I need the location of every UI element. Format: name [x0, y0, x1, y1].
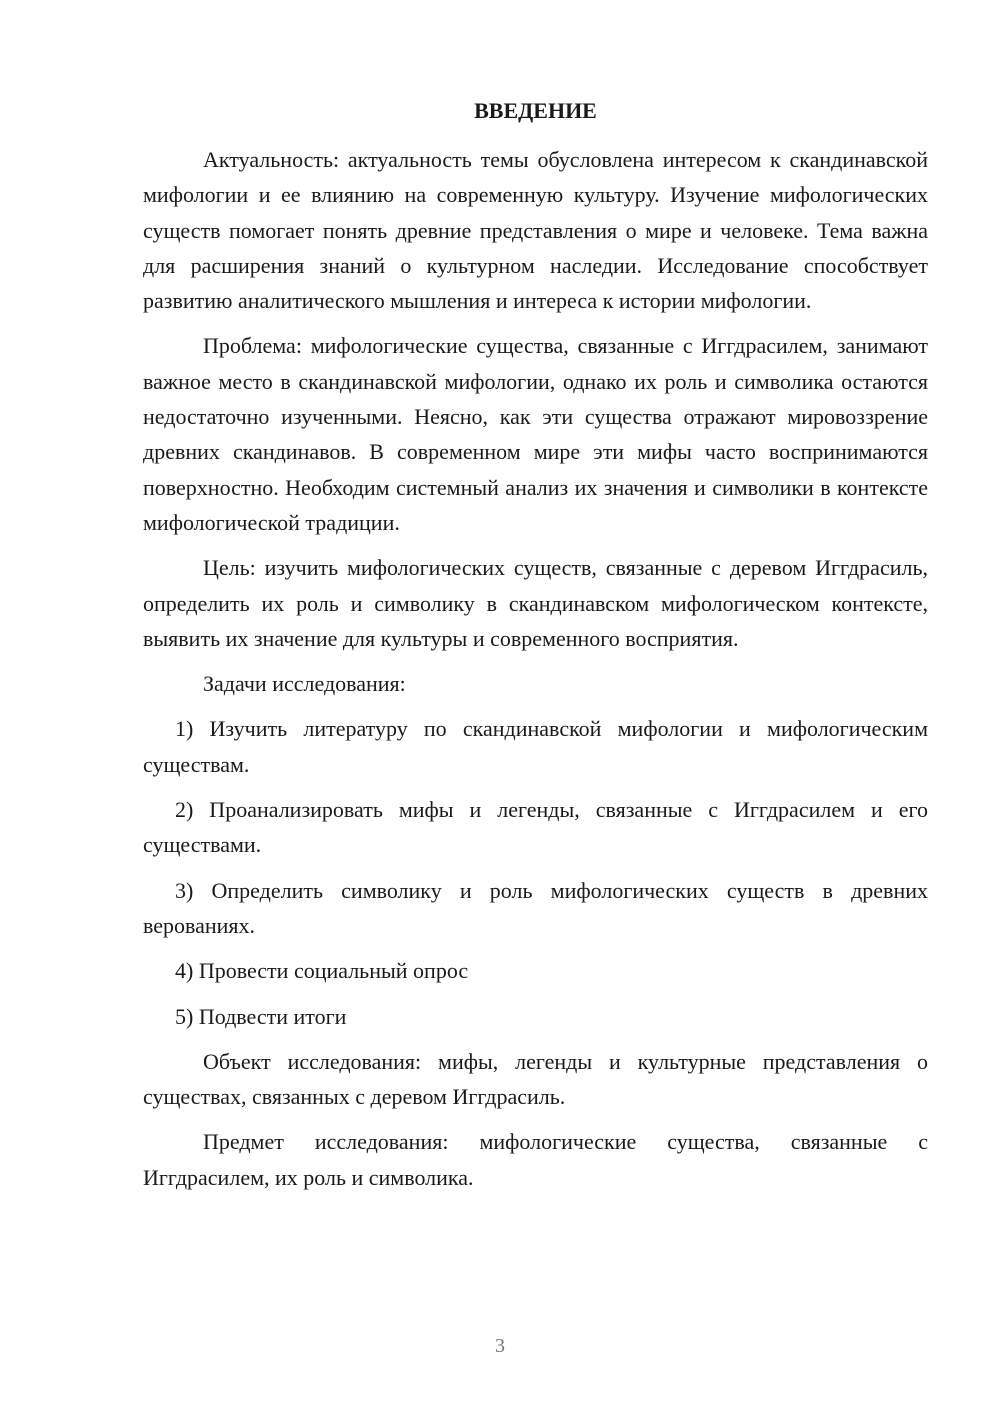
task-item-3: 3) Определить символику и роль мифологических существ в древних верованиях.	[143, 877, 928, 938]
page-title: ВВЕДЕНИЕ	[474, 98, 597, 123]
task-item-1: 1) Изучить литературу по скандинавской мифологии и мифологическим существам.	[143, 716, 928, 777]
task-item-4: 4) Провести социальный опрос	[175, 958, 469, 984]
problem-paragraph: Проблема: мифологические существа, связанные с Иггдрасилем, занимают важное место в скандинавской мифологии, однако их роль и символика остаются недостаточно изученными. Неясно, как эти существа отражают мировоззрение древних скандинавов. В современном мире эти мифы часто воспринимаются поверхностно. Необходим системный анализ их значения и символики в контексте мифологической традиции.	[143, 333, 928, 535]
relevance-paragraph: Актуальность: актуальность темы обусловлена интересом к скандинавской мифологии и ее влиянию на современную культуру. Изучение мифологических существ помогает понять древние представления о мире и человеке. Тема важна для расширения знаний о культурном наследии. Исследование способствует развитию аналитического мышления и интереса к истории мифологии.	[143, 147, 928, 314]
tasks-heading: Задачи исследования:	[203, 671, 406, 697]
document-body	[143, 142, 928, 1205]
task-item-2: 2) Проанализировать мифы и легенды, связанные с Иггдрасилем и его существами.	[143, 797, 928, 858]
object-paragraph: Объект исследования: мифы, легенды и культурные представления о существах, связанных с деревом Иггдрасиль.	[143, 1048, 928, 1110]
goal-paragraph: Цель: изучить мифологических существ, связанные с деревом Иггдрасиль, определить их роль и символику в скандинавском мифологическом контексте, выявить их значение для культуры и современного восприятия.	[143, 555, 928, 651]
page-number: 3	[495, 1335, 505, 1357]
task-item-5: 5) Подвести итоги	[175, 1003, 347, 1029]
subject-paragraph: Предмет исследования: мифологические существа, связанные с Иггдрасилем, их роль и символика.	[143, 1129, 928, 1190]
